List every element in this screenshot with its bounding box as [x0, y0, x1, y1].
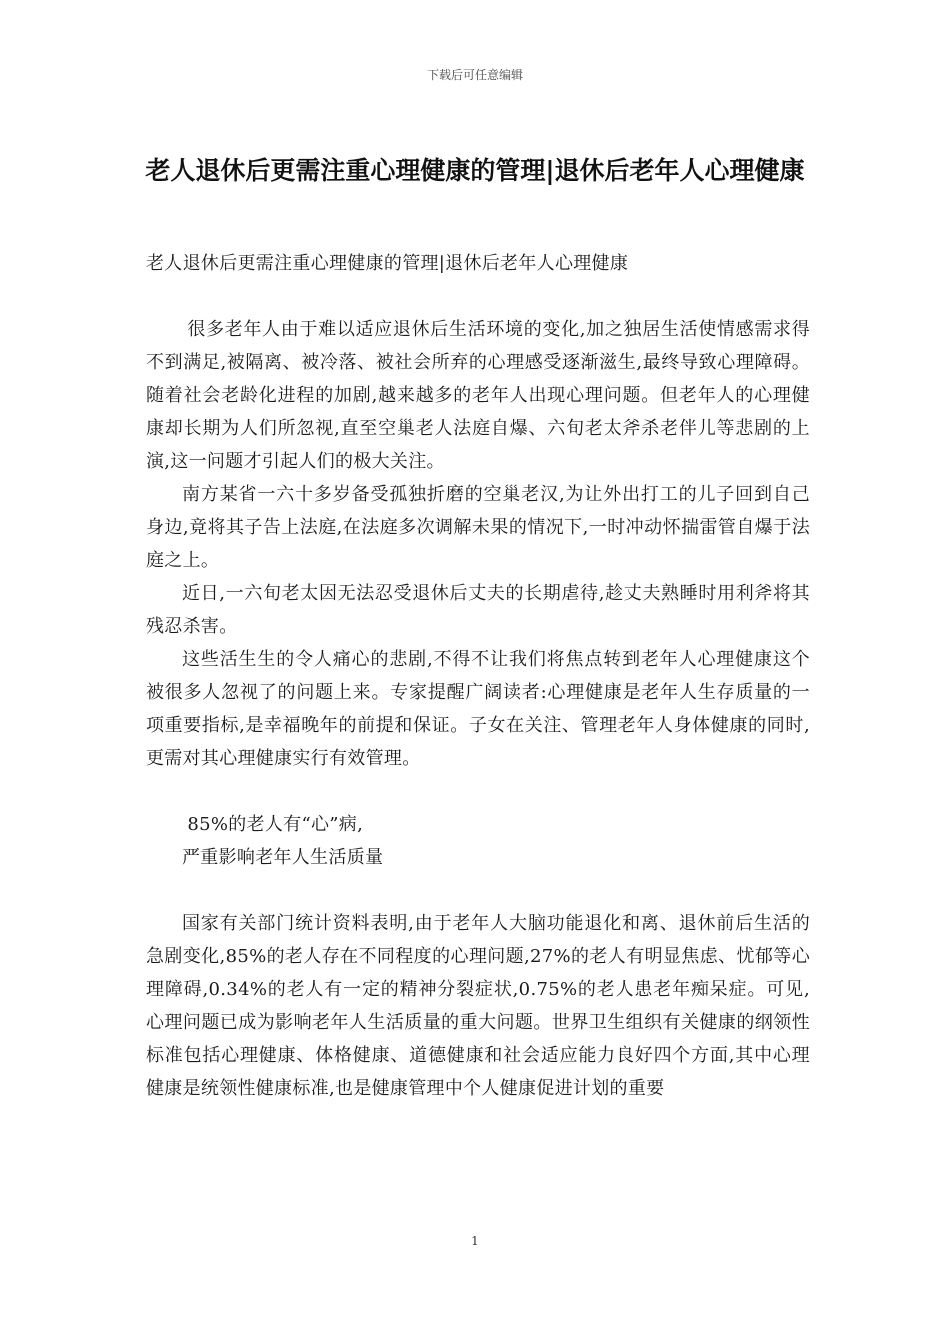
section-heading-line-1: 85%的老人有“心”病, — [187, 814, 364, 835]
section-heading-line-2: 严重影响老年人生活质量 — [182, 847, 384, 868]
page-header-note: 下载后可任意编辑 — [426, 68, 523, 82]
page-number: 1 — [471, 1234, 479, 1248]
paragraph-case-one: 南方某省一六十多岁备受孤独折磨的空巢老汉,为让外出打工的儿子回到自己身边,竟将其子告上法庭,在法庭多次调解未果的情况下,一时冲动怀揣雷管自爆于法庭之上。 — [146, 484, 810, 571]
spacer — [146, 775, 810, 808]
spacer — [146, 874, 810, 907]
paragraph-case-two: 近日,一六旬老太因无法忍受退休后丈夫的长期虐待,趁丈夫熟睡时用利斧将其残忍杀害。 — [146, 583, 810, 637]
document-title: 老人退休后更需注重心理健康的管理|退休后老年人心理健康 — [145, 156, 805, 185]
paragraph-expert-advice: 这些活生生的令人痛心的悲剧,不得不让我们将焦点转到老年人心理健康这个被很多人忽视了的问题上来。专家提醒广阔读者:心理健康是老年人生存质量的一项重要指标,是幸福晚年的前提和保证。子女在关注、管理老年人身体健康的同时,更需对其心理健康实行有效管理。 — [146, 649, 810, 769]
spacer — [146, 280, 810, 313]
document-body — [146, 247, 810, 1105]
document-subtitle: 老人退休后更需注重心理健康的管理|退休后老年人心理健康 — [146, 253, 629, 274]
paragraph-statistics: 国家有关部门统计资料表明,由于老年人大脑功能退化和离、退休前后生活的急剧变化,85%的老人存在不同程度的心理问题,27%的老人有明显焦虑、忧郁等心理障碍,0.34%的老人有一定的精神分裂症状,0.75%的老人患老年痴呆症。可见,心理问题已成为影响老年人生活质量的重大问题。世界卫生组织有关健康的纲领性标准包括心理健康、体格健康、道德健康和社会适应能力良好四个方面,其中心理健康是统领性健康标准,也是健康管理中个人健康促进计划的重要 — [146, 913, 810, 1099]
paragraph-intro: 很多老年人由于难以适应退休后生活环境的变化,加之独居生活使情感需求得不到满足,被隔离、被冷落、被社会所弃的心理感受逐渐滋生,最终导致心理障碍。 随着社会老龄化进程的加剧,越来越多的老年人出现心理问题。但老年人的心理健康却长期为人们所忽视,直至空巢老人法庭自爆、六旬老太斧杀老伴儿等悲剧的上演,这一问题才引起人们的极大关注。 — [146, 319, 810, 472]
